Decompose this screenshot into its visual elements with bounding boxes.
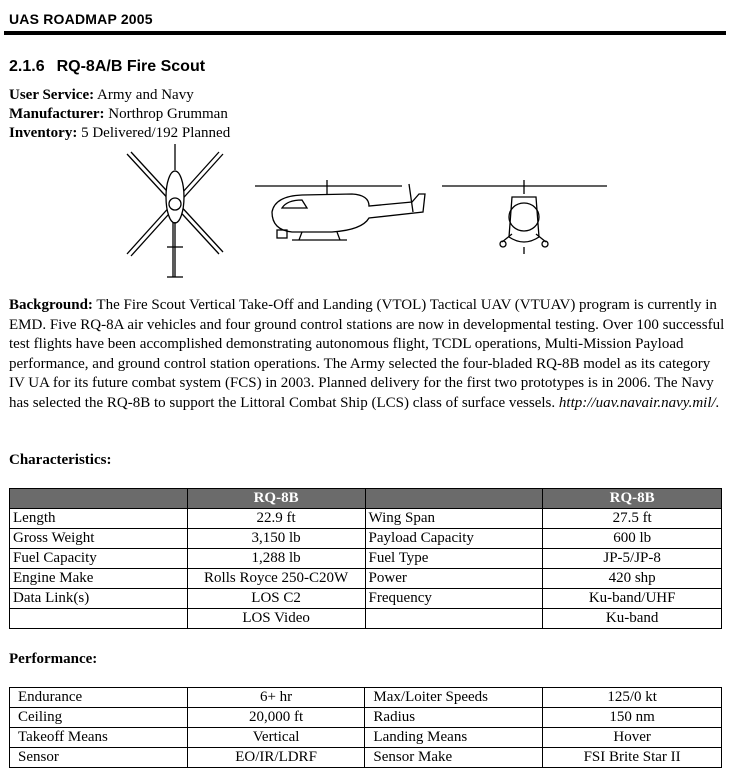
user-service-label: User Service:: [9, 87, 95, 103]
spec-value: Ku-band/UHF: [543, 589, 722, 609]
table-row: [10, 748, 722, 768]
table-row: [10, 728, 722, 748]
perf-value: 20,000 ft: [187, 708, 365, 728]
inventory-label: Inventory:: [9, 125, 78, 141]
table-row: [10, 708, 722, 728]
characteristics-heading: Characteristics:: [9, 452, 112, 468]
top-view-drawing: [127, 144, 223, 277]
perf-value: 125/0 kt: [543, 688, 722, 708]
user-service-line: [9, 86, 194, 105]
manufacturer-label: Manufacturer:: [9, 106, 105, 122]
document-header: UAS ROADMAP 2005: [9, 11, 153, 27]
background-paragraph: [9, 296, 725, 413]
inventory-line: [9, 124, 230, 143]
spec-label: Length: [10, 509, 188, 529]
characteristics-header-row: [10, 489, 722, 509]
perf-label: Radius: [365, 708, 543, 728]
manufacturer-line: [9, 105, 228, 124]
spec-label: Data Link(s): [10, 589, 188, 609]
user-service-value: Army and Navy: [97, 87, 194, 103]
spec-value: 3,150 lb: [187, 529, 365, 549]
perf-value: 6+ hr: [187, 688, 365, 708]
spec-label: Power: [365, 569, 543, 589]
spec-label: Frequency: [365, 589, 543, 609]
table-row: [10, 688, 722, 708]
characteristics-table: [9, 488, 722, 629]
spec-label: Wing Span: [365, 509, 543, 529]
spec-label: Payload Capacity: [365, 529, 543, 549]
spec-value: 420 shp: [543, 569, 722, 589]
perf-value: 150 nm: [543, 708, 722, 728]
inventory-value: 5 Delivered/192 Planned: [81, 125, 231, 141]
perf-label: Sensor Make: [365, 748, 543, 768]
table-row: [10, 549, 722, 569]
front-view-drawing: [442, 180, 607, 254]
table-row: [10, 569, 722, 589]
perf-label: Ceiling: [10, 708, 188, 728]
spec-value: LOS C2: [187, 589, 365, 609]
spec-label: Fuel Type: [365, 549, 543, 569]
program-url[interactable]: http://uav.navair.navy.mil/.: [558, 394, 720, 411]
perf-value: EO/IR/LDRF: [187, 748, 365, 768]
spec-value: 27.5 ft: [543, 509, 722, 529]
table-row: [10, 509, 722, 529]
perf-value: Hover: [543, 728, 722, 748]
background-label: Background:: [9, 297, 93, 313]
performance-heading: Performance:: [9, 651, 98, 667]
header-rq8b-cell: RQ-8B: [187, 489, 365, 509]
perf-value: FSI Brite Star II: [543, 748, 722, 768]
perf-value: Vertical: [187, 728, 365, 748]
section-title: [9, 58, 217, 76]
header-rule: [4, 31, 726, 35]
spec-value: 1,288 lb: [187, 549, 365, 569]
three-view-drawing: [107, 142, 627, 287]
perf-label: Sensor: [10, 748, 188, 768]
header-rq8b-cell: RQ-8B: [543, 489, 722, 509]
side-view-drawing: [255, 180, 425, 240]
section-number: 2.1.6: [9, 58, 45, 75]
spec-label: Gross Weight: [10, 529, 188, 549]
spec-label: [10, 609, 188, 629]
header-blank-cell: [365, 489, 543, 509]
perf-label: Takeoff Means: [10, 728, 188, 748]
section-name: RQ-8A/B Fire Scout: [56, 58, 206, 75]
header-blank-cell: [10, 489, 188, 509]
spec-label: [365, 609, 543, 629]
manufacturer-value: Northrop Grumman: [108, 106, 228, 122]
perf-label: Endurance: [10, 688, 188, 708]
spec-value: LOS Video: [187, 609, 365, 629]
spec-label: Engine Make: [10, 569, 188, 589]
spec-value: JP-5/JP-8: [543, 549, 722, 569]
spec-label: Fuel Capacity: [10, 549, 188, 569]
performance-table: [9, 687, 722, 768]
table-row: [10, 609, 722, 629]
spec-value: Rolls Royce 250-C20W: [187, 569, 365, 589]
perf-label: Max/Loiter Speeds: [365, 688, 543, 708]
table-row: [10, 529, 722, 549]
table-row: [10, 589, 722, 609]
perf-label: Landing Means: [365, 728, 543, 748]
spec-value: Ku-band: [543, 609, 722, 629]
background-text: The Fire Scout Vertical Take-Off and Landing (VTOL) Tactical UAV (VTUAV) program is currently in EMD. Five RQ-8A air vehicles and four ground control stations are now in developmental testing. Over 100 successful test flights have been accomplished demonstrating autonomous flight, TCDL operations, Multi-Mission Payload performance, and ground control station operations. The Army selected the four-bladed RQ-8B model as its category IV UA for its future combat system (FCS) in 2003. Planned delivery for the first two prototypes is in 2006. The Navy has selected the RQ-8B to support the Littoral Combat Ship (LCS) class of surface vessels.: [9, 297, 725, 411]
spec-value: 600 lb: [543, 529, 722, 549]
spec-value: 22.9 ft: [187, 509, 365, 529]
